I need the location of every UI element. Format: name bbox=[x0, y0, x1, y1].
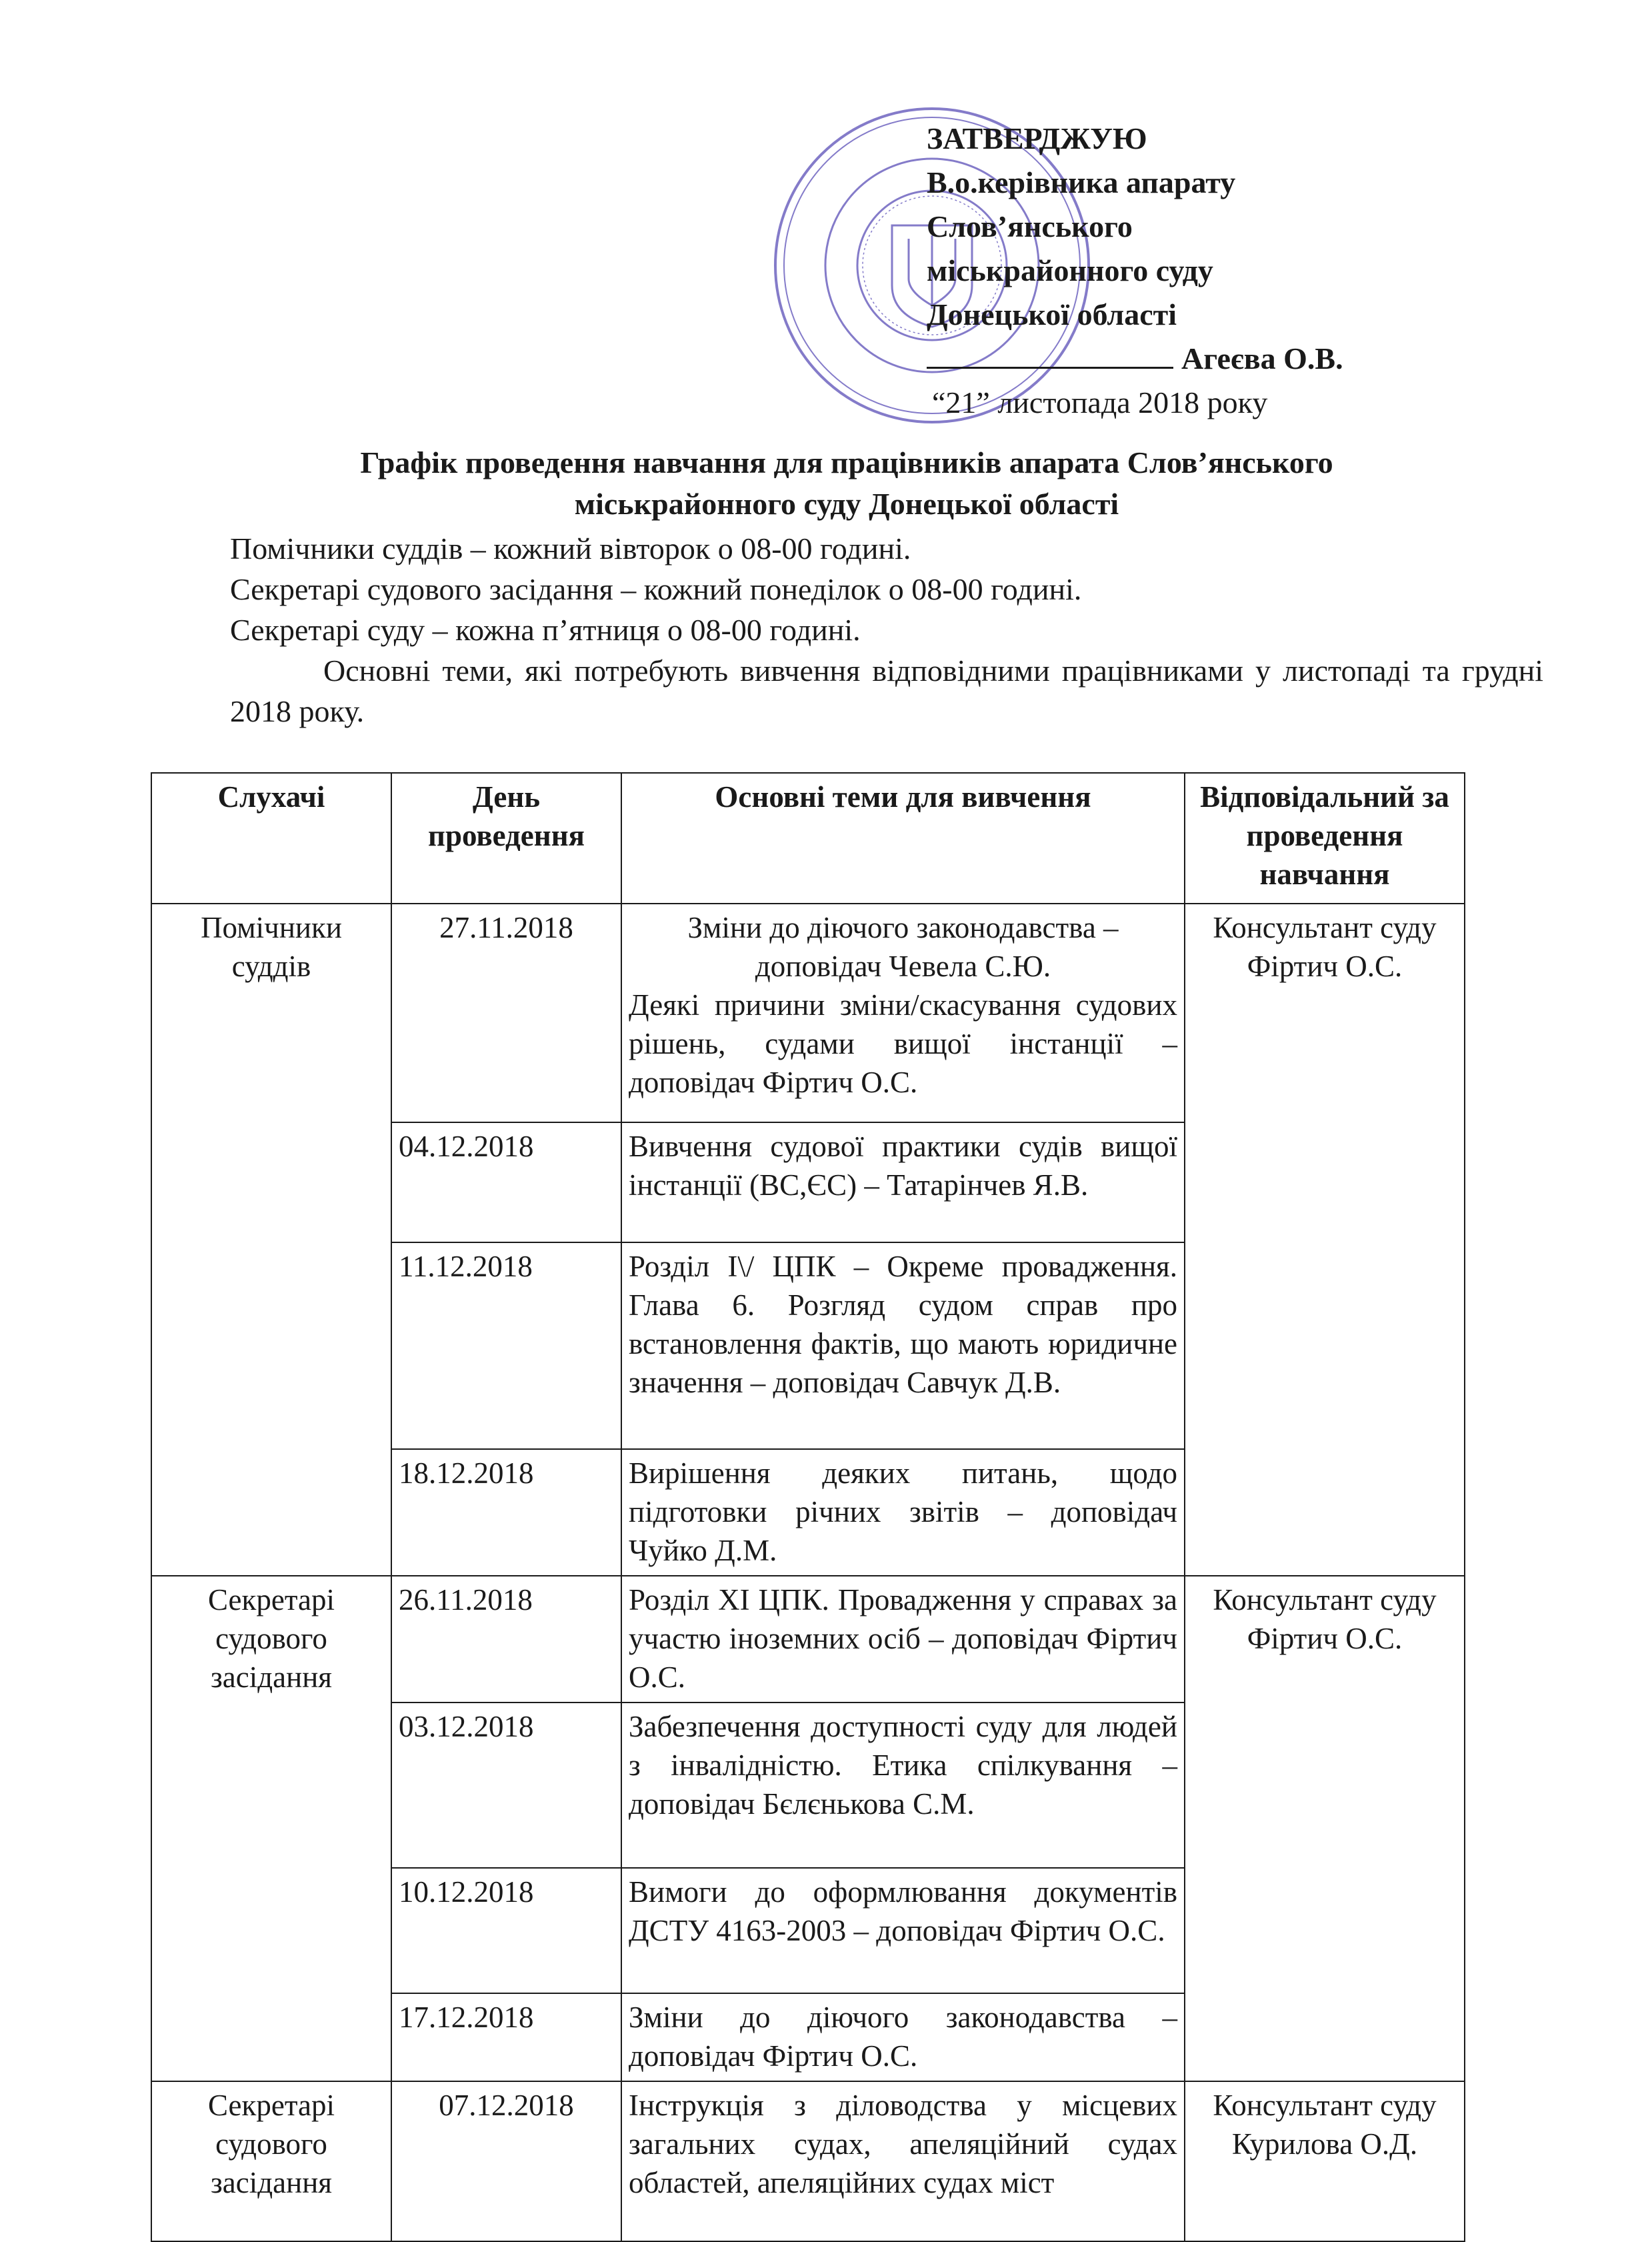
table-row bbox=[151, 1576, 1465, 1703]
intro-block bbox=[230, 528, 1543, 732]
schedule-line-court-secretaries: Секретарі суду – кожна п’ятниця о 08-00 годині. bbox=[230, 613, 861, 647]
approval-title: ЗАТВЕРДЖУЮ bbox=[927, 121, 1147, 155]
approval-position-line: міськрайонного суду bbox=[927, 253, 1213, 287]
topic-text: Зміни до діючого законодавства – доповідач Чевела С.Ю. bbox=[687, 911, 1119, 983]
approval-date: “21” листопада 2018 року bbox=[932, 385, 1268, 419]
schedule-line-hearing-secretaries: Секретарі судового засідання – кожний понеділок о 08-00 годині. bbox=[230, 572, 1082, 606]
table-header-row bbox=[151, 773, 1465, 904]
topic-cell bbox=[621, 904, 1185, 1122]
approval-position-line: Слов’янського bbox=[927, 209, 1133, 243]
intro-paragraph: Основні теми, які потребують вивчення відповідними працівниками у листопаді та грудні 2018 року. bbox=[230, 654, 1543, 728]
training-schedule-table bbox=[151, 772, 1465, 2242]
date-cell: 18.12.2018 bbox=[391, 1449, 621, 1576]
topic-cell: Вивчення судової практики судів вищої інстанції (ВС,ЄС) – Татарінчев Я.В. bbox=[621, 1122, 1185, 1242]
topic-cell: Вирішення деяких питань, щодо підготовки річних звітів – доповідач Чуйко Д.М. bbox=[621, 1449, 1185, 1576]
date-cell: 27.11.2018 bbox=[391, 904, 621, 1122]
header-day: День проведення bbox=[391, 773, 621, 904]
responsible-cell: Консультант суду Фіртич О.С. bbox=[1185, 1576, 1465, 2081]
approval-block bbox=[927, 117, 1393, 425]
signature-underline bbox=[927, 340, 1173, 369]
listeners-cell: Секретарі судового засідання bbox=[151, 2081, 391, 2241]
table-row bbox=[151, 904, 1465, 1122]
date-cell: 17.12.2018 bbox=[391, 1993, 621, 2081]
responsible-cell: Консультант суду Фіртич О.С. bbox=[1185, 904, 1465, 1576]
approval-position-line: Донецької області bbox=[927, 297, 1177, 331]
topic-cell: Інструкція з діловодства у місцевих загальних судах, апеляційний судах областей, апеляційних судах міст bbox=[621, 2081, 1185, 2241]
topic-cell: Вимоги до оформлювання документів ДСТУ 4163-2003 – доповідач Фіртич О.С. bbox=[621, 1868, 1185, 1993]
topic-cell: Зміни до діючого законодавства – доповідач Фіртич О.С. bbox=[621, 1993, 1185, 2081]
topic-cell: Забезпечення доступності суду для людей з інвалідністю. Етика спілкування – доповідач Бєлєнькова С.М. bbox=[621, 1703, 1185, 1868]
approval-signer: Агеєва О.В. bbox=[1181, 341, 1343, 375]
date-cell: 03.12.2018 bbox=[391, 1703, 621, 1868]
date-cell: 04.12.2018 bbox=[391, 1122, 621, 1242]
approval-signature-line bbox=[927, 337, 1393, 381]
header-responsible: Відповідальний за проведення навчання bbox=[1185, 773, 1465, 904]
listeners-cell: Помічники суддів bbox=[151, 904, 391, 1576]
document-heading bbox=[220, 442, 1473, 525]
listeners-cell: Секретарі судового засідання bbox=[151, 1576, 391, 2081]
header-listeners: Слухачі bbox=[151, 773, 391, 904]
topic-cell: Розділ ХІ ЦПК. Провадження у справах за участю іноземних осіб – доповідач Фіртич О.С. bbox=[621, 1576, 1185, 1703]
responsible-cell: Консультант суду Курилова О.Д. bbox=[1185, 2081, 1465, 2241]
heading-line: міськрайонного суду Донецької області bbox=[574, 487, 1119, 521]
header-topics: Основні теми для вивчення bbox=[621, 773, 1185, 904]
date-cell: 11.12.2018 bbox=[391, 1242, 621, 1449]
approval-position-line: В.о.керівника апарату bbox=[927, 165, 1236, 199]
table-row bbox=[151, 2081, 1465, 2241]
heading-line: Графік проведення навчання для працівників апарата Слов’янського bbox=[360, 445, 1333, 479]
topic-text: Деякі причини зміни/скасування судових рішень, судами вищої інстанції – доповідач Фіртич О.С. bbox=[629, 988, 1177, 1099]
date-cell: 07.12.2018 bbox=[391, 2081, 621, 2241]
date-cell: 26.11.2018 bbox=[391, 1576, 621, 1703]
topic-cell: Розділ І\/ ЦПК – Окреме провадження. Глава 6. Розгляд судом справ про встановлення фактів, що мають юридичне значення – доповідач Савчук Д.В. bbox=[621, 1242, 1185, 1449]
date-cell: 10.12.2018 bbox=[391, 1868, 621, 1993]
schedule-line-assistants: Помічники суддів – кожний вівторок о 08-00 годині. bbox=[230, 531, 911, 566]
